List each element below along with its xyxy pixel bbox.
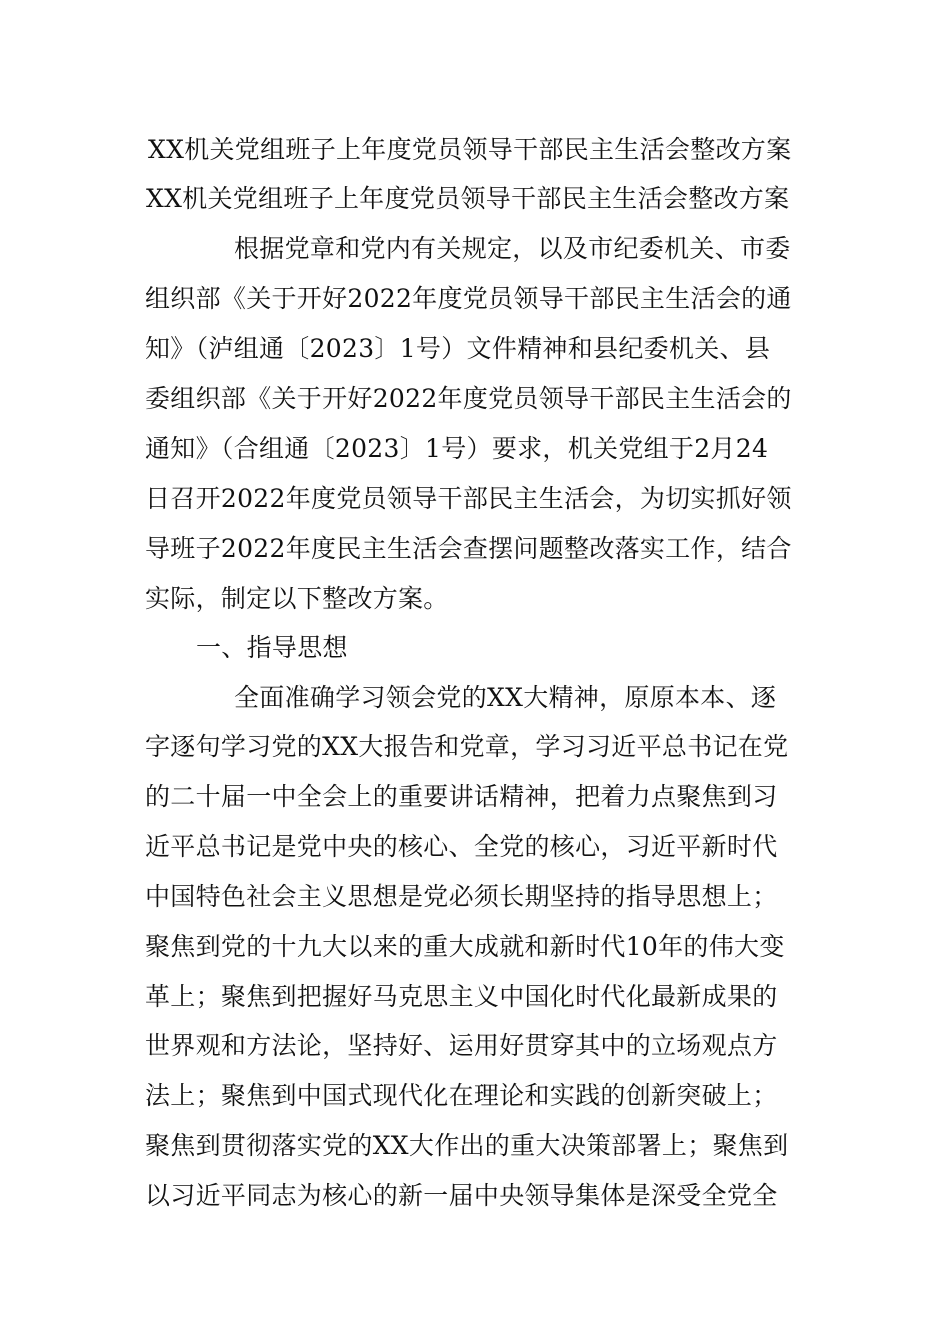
paragraph-2-line-4: 近平总书记是党中央的核心、全党的核心，习近平新时代 (145, 832, 778, 861)
document-title-line-1: XX机关党组班子上年度党员领导干部民主生活会整改方案 (148, 135, 792, 164)
document-title-line-2: XX机关党组班子上年度党员领导干部民主生活会整改方案 (146, 184, 790, 213)
paragraph-2-line-5: 中国特色社会主义思想是党必须长期坚持的指导思想上； (145, 882, 778, 911)
paragraph-1-line-1: 根据党章和党内有关规定，以及市纪委机关、市委 (234, 234, 791, 263)
paragraph-2-line-10: 聚焦到贯彻落实党的XX大作出的重大决策部署上；聚焦到 (145, 1131, 789, 1160)
paragraph-2-line-6: 聚焦到党的十九大以来的重大成就和新时代10年的伟大变 (145, 932, 785, 961)
paragraph-1-line-8: 实际，制定以下整改方案。 (145, 584, 449, 613)
paragraph-2-line-7: 革上；聚焦到把握好马克思主义中国化时代化最新成果的 (145, 982, 778, 1011)
paragraph-2-line-8: 世界观和方法论，坚持好、运用好贯穿其中的立场观点方 (145, 1031, 778, 1060)
paragraph-1-line-3: 知》（泸组通〔2023〕1号）文件精神和县纪委机关、县 (145, 334, 771, 363)
paragraph-2-line-2: 字逐句学习党的XX大报告和党章，学习习近平总书记在党 (145, 732, 789, 761)
paragraph-1-line-5: 通知》（合组通〔2023〕1号）要求，机关党组于2月24 (145, 434, 769, 463)
paragraph-2-line-3: 的二十届一中全会上的重要讲话精神，把着力点聚焦到习 (145, 782, 778, 811)
paragraph-2-line-1: 全面准确学习领会党的XX大精神，原原本本、逐 (234, 683, 777, 712)
paragraph-1-line-7: 导班子2022年度民主生活会查摆问题整改落实工作，结合 (145, 534, 792, 563)
paragraph-1-line-6: 日召开2022年度党员领导干部民主生活会，为切实抓好领 (145, 484, 792, 513)
paragraph-1-line-4: 委组织部《关于开好2022年度党员领导干部民主生活会的 (145, 384, 792, 413)
section-1-heading: 一、指导思想 (196, 633, 348, 662)
paragraph-1-line-2: 组织部《关于开好2022年度党员领导干部民主生活会的通 (145, 284, 792, 313)
paragraph-2-line-9: 法上；聚焦到中国式现代化在理论和实践的创新突破上； (145, 1081, 778, 1110)
paragraph-2-line-11: 以习近平同志为核心的新一届中央领导集体是深受全党全 (145, 1181, 778, 1210)
